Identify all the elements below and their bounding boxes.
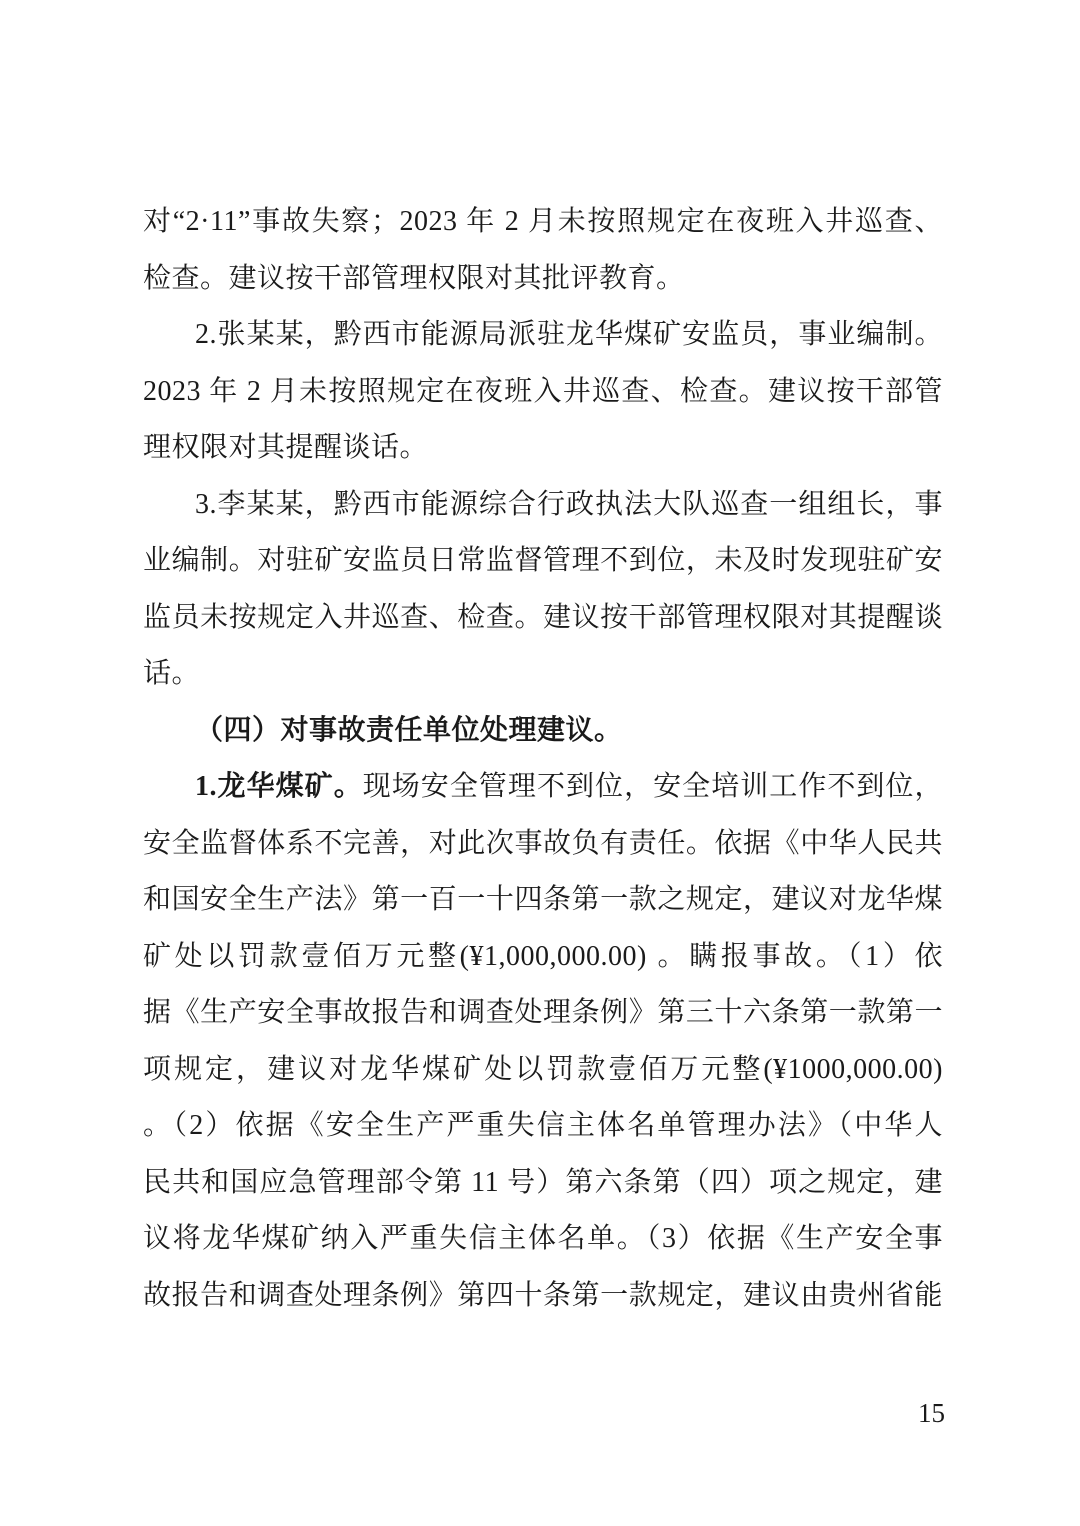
text-line <box>143 590 943 647</box>
text-line <box>143 646 943 703</box>
text-line <box>143 1211 943 1268</box>
text-segment: 现场安全管理不到位，安全培训工作不到位， <box>362 771 943 802</box>
text-segment: 业编制。对驻矿安监员日常监督管理不到位，未及时发现驻矿安 <box>143 545 943 576</box>
text-line <box>143 985 943 1042</box>
text-line <box>143 364 943 421</box>
text-segment: 和国安全生产法》第一百一十四条第一款之规定，建议对龙华煤 <box>143 884 943 915</box>
text-line <box>143 251 943 308</box>
text-line <box>143 872 943 929</box>
text-line <box>143 816 943 873</box>
text-segment: 监员未按规定入井巡查、检查。建议按干部管理权限对其提醒谈 <box>143 601 943 633</box>
text-segment: 3.李某某，黔西市能源综合行政执法大队巡查一组组长，事 <box>195 488 943 520</box>
section-heading-text: （四）对事故责任单位处理建议。 <box>195 714 623 746</box>
text-line <box>143 194 943 251</box>
text-line <box>143 1098 943 1155</box>
page-number: 15 <box>918 1398 945 1428</box>
text-line <box>143 533 943 590</box>
text-line <box>143 307 943 364</box>
text-segment: 对“2·11”事故失察；2023 年 2 月未按照规定在夜班入井巡查、 <box>143 206 943 237</box>
text-line <box>143 759 943 816</box>
text-segment: 矿处以罚款壹佰万元整(¥1,000,000.00) 。瞒报事故。（1）依 <box>143 940 943 972</box>
text-segment: 据《生产安全事故报告和调查处理条例》第三十六条第一款第一 <box>143 997 943 1028</box>
text-line <box>143 703 943 760</box>
text-segment: 故报告和调查处理条例》第四十条第一款规定，建议由贵州省能 <box>143 1279 943 1311</box>
text-segment: 检查。建议按干部管理权限对其批评教育。 <box>143 262 685 294</box>
text-line <box>143 1268 943 1325</box>
bold-lead-text: 1.龙华煤矿。 <box>195 771 363 802</box>
text-segment: 2.张某某，黔西市能源局派驻龙华煤矿安监员，事业编制。 <box>195 319 943 350</box>
text-segment: 2023 年 2 月未按照规定在夜班入井巡查、检查。建议按干部管 <box>143 375 943 407</box>
text-line <box>143 1155 943 1212</box>
text-segment: 理权限对其提醒谈话。 <box>143 432 429 463</box>
text-segment: 议将龙华煤矿纳入严重失信主体名单。（3）依据《生产安全事 <box>143 1223 943 1254</box>
text-line <box>143 1042 943 1099</box>
text-segment: 安全监督体系不完善，对此次事故负有责任。依据《中华人民共 <box>143 827 943 859</box>
text-segment: 项规定，建议对龙华煤矿处以罚款壹佰万元整(¥1000,000.00) <box>143 1053 943 1085</box>
text-line <box>143 477 943 534</box>
text-segment: 话。 <box>143 658 201 689</box>
document-body <box>143 194 943 1324</box>
text-segment: 民共和国应急管理部令第 11 号）第六条第（四）项之规定，建 <box>143 1166 943 1198</box>
text-segment: 。（2）依据《安全生产严重失信主体名单管理办法》（中华人 <box>143 1110 943 1141</box>
text-line <box>143 420 943 477</box>
text-line <box>143 929 943 986</box>
